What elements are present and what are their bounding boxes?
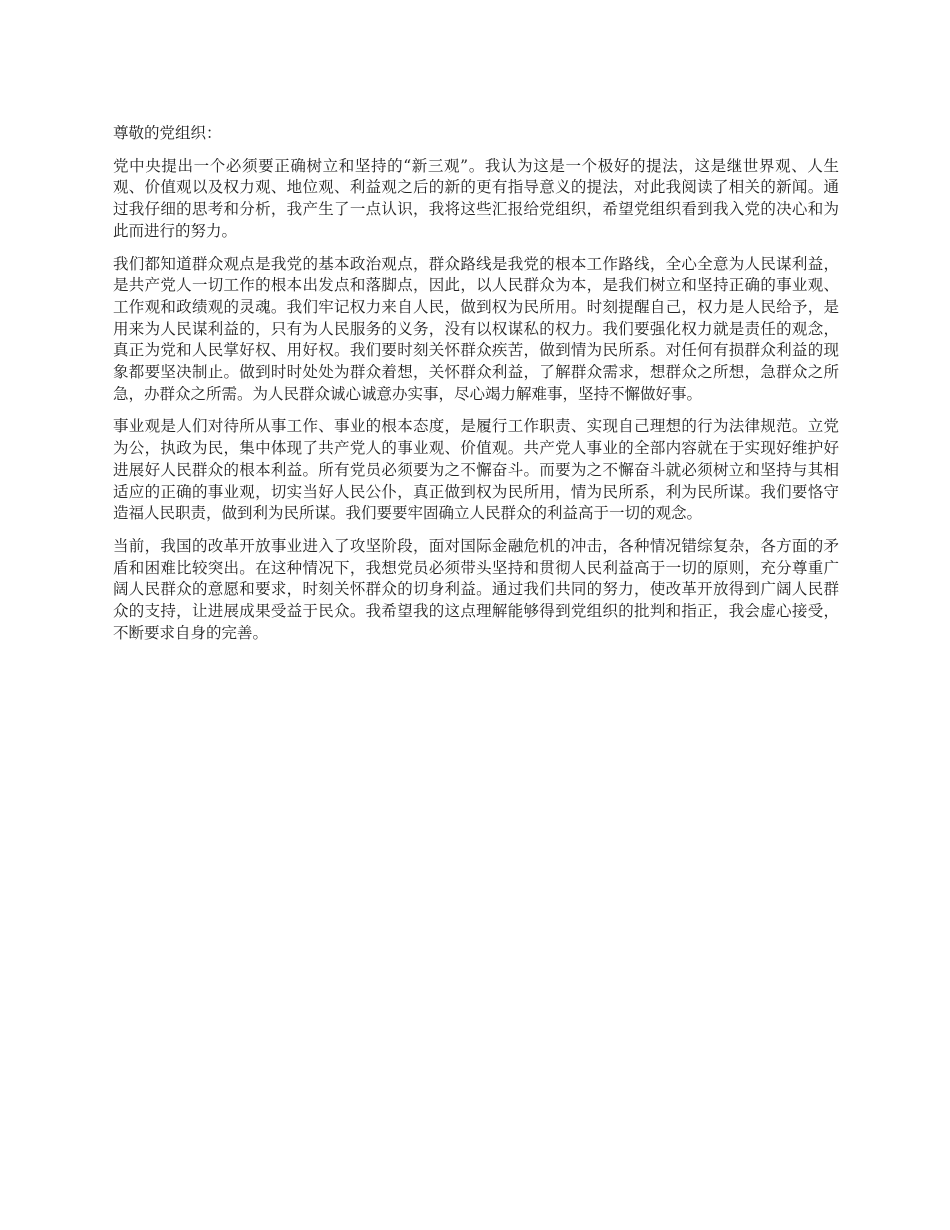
paragraph-career-view: 事业观是人们对待所从事工作、事业的根本态度，是履行工作职责、实现自己理想的行为法律规范。立党为公，执政为民，集中体现了共产党人的事业观、价值观。共产党人事业的全部内容就在于实现好维护好进展好人民群众的根本利益。所有党员必须要为之不懈奋斗。而要为之不懈奋斗就必须树立和坚持与其相适应的正确的事业观，切实当好人民公仆，真正做到权为民所用，情为民所系，利为民所谋。我们要恪守造福人民职责，做到利为民所谋。我们要要牢固确立人民群众的利益高于一切的观念。: [113, 417, 839, 523]
salutation: 尊敬的党组织：: [113, 124, 222, 142]
paragraph-new-three-views: 党中央提出一个必须要正确树立和坚持的“新三观”。我认为这是一个极好的提法，这是继世界观、人生观、价值观以及权力观、地位观、利益观之后的新的更有指导意义的提法，对此我阅读了相关的新闻。通过我仔细的思考和分析，我产生了一点认识，我将这些汇报给党组织，希望党组织看到我入党的决心和为此而进行的努力。: [113, 156, 839, 240]
paragraph-reform-conclusion: 当前，我国的改革开放事业进入了攻坚阶段，面对国际金融危机的冲击，各种情况错综复杂，各方面的矛盾和困难比较突出。在这种情况下，我想党员必须带头坚持和贯彻人民利益高于一切的原则，充分尊重广阔人民群众的意愿和要求，时刻关怀群众的切身利益。通过我们共同的努力，使改革开放得到广阔人民群众的支持，让进展成果受益于民众。我希望我的这点理解能够得到党组织的批判和指正，我会虚心接受，不断要求自身的完善。: [113, 536, 839, 642]
letter-body: [113, 123, 839, 655]
paragraph-mass-viewpoint: 我们都知道群众观点是我党的基本政治观点，群众路线是我党的根本工作路线，全心全意为人民谋利益，是共产党人一切工作的根本出发点和落脚点，因此，以人民群众为本，是我们树立和坚持正确的事业观、工作观和政绩观的灵魂。我们牢记权力来自人民，做到权为民所用。时刻提醒自己，权力是人民给予，是用来为人民谋利益的，只有为人民服务的义务，没有以权谋私的权力。我们要强化权力就是责任的观念，真正为党和人民掌好权、用好权。我们要时刻关怀群众疾苦，做到情为民所系。对任何有损群众利益的现象都要坚决制止。做到时时处处为群众着想，关怀群众利益，了解群众需求，想群众之所想，急群众之所急，办群众之所需。为人民群众诚心诚意办实事，尽心竭力解难事，坚持不懈做好事。: [113, 254, 839, 403]
